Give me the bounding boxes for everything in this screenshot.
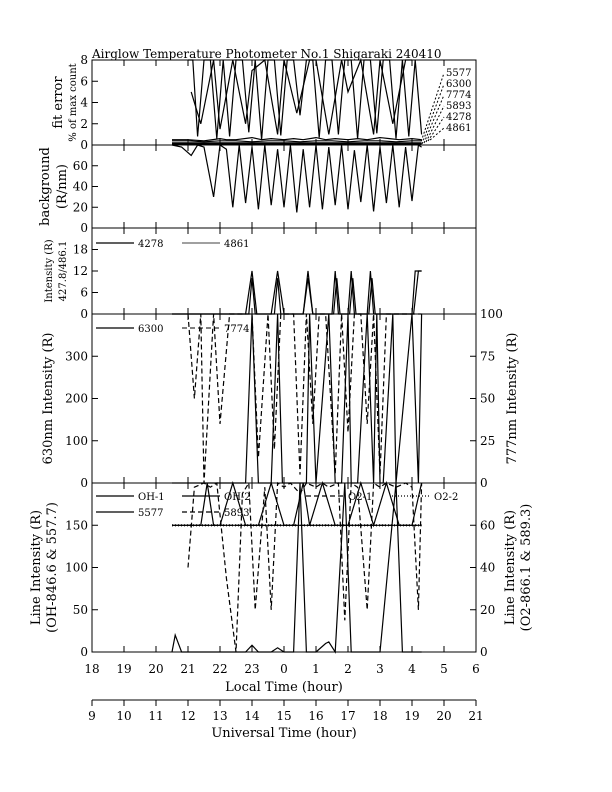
y-tick-label: 60 bbox=[72, 158, 88, 173]
legend-label-6300: 6300 bbox=[446, 79, 472, 90]
line-intensity-ylabel-2: (OH-846.6 & 557.7) bbox=[45, 502, 60, 633]
y-tick-label-right: 100 bbox=[480, 307, 503, 321]
y-tick-label: 100 bbox=[65, 560, 88, 575]
ut-tick-label: 20 bbox=[436, 709, 452, 723]
x-axes bbox=[84, 662, 483, 741]
y-tick-label: 18 bbox=[72, 242, 88, 257]
y-tick-label: 2 bbox=[80, 116, 88, 131]
fit-error-series-5577 bbox=[172, 138, 422, 141]
background-ylabel-2: (R/nm) bbox=[55, 163, 70, 210]
y-tick-label-right: 60 bbox=[480, 518, 496, 533]
y-tick-label: 20 bbox=[72, 200, 88, 215]
legend-leader bbox=[426, 106, 444, 142]
ut-tick-label: 10 bbox=[116, 709, 132, 723]
legend-label-4278: 4278 bbox=[446, 112, 472, 123]
ut-tick-label: 11 bbox=[148, 709, 164, 723]
local-time-tick-label: 4 bbox=[408, 662, 416, 676]
y-tick-label: 0 bbox=[80, 645, 88, 659]
local-time-xlabel: Local Time (hour) bbox=[225, 680, 343, 695]
red-green-series-6300 bbox=[172, 314, 422, 483]
fit-error-ylabel-2: % of max count bbox=[68, 63, 79, 142]
intensity-blue-series-4278 bbox=[172, 271, 422, 314]
background-panel bbox=[92, 145, 476, 228]
fit-error-ylabel: fit error bbox=[51, 76, 66, 129]
y-tick-label: 0 bbox=[80, 221, 88, 235]
y-tick-label: 100 bbox=[65, 433, 88, 448]
ut-tick-label: 19 bbox=[404, 709, 420, 723]
ut-tick-label: 21 bbox=[468, 709, 484, 723]
y-tick-label: 8 bbox=[80, 53, 88, 67]
y-tick-label-right: 0 bbox=[480, 476, 488, 490]
ut-tick-label: 18 bbox=[372, 709, 388, 723]
local-time-tick-label: 3 bbox=[376, 662, 384, 676]
y-tick-label: 0 bbox=[80, 138, 88, 152]
y-tick-label-right: 40 bbox=[480, 560, 496, 575]
local-time-tick-label: 22 bbox=[212, 662, 228, 676]
legend-label-4278: 4278 bbox=[138, 239, 164, 250]
legend-leader bbox=[422, 84, 444, 144]
y-tick-label-right: 20 bbox=[480, 602, 496, 617]
y-tick-label: 150 bbox=[65, 518, 88, 533]
local-time-tick-label: 23 bbox=[244, 662, 260, 676]
y-tick-label: 6 bbox=[80, 285, 88, 300]
intensity-blue-ylabel-2: 427.8/486.1 bbox=[58, 240, 69, 302]
panels bbox=[29, 53, 534, 659]
local-time-tick-label: 18 bbox=[84, 662, 100, 676]
background-ylabel: background bbox=[38, 147, 53, 226]
local-time-tick-label: 6 bbox=[472, 662, 480, 676]
legend-label-OH-1: OH-1 bbox=[138, 492, 165, 503]
local-time-tick-label: 2 bbox=[344, 662, 352, 676]
ut-tick-label: 15 bbox=[276, 709, 292, 723]
legend-label-5893: 5893 bbox=[446, 101, 472, 112]
y-tick-label-right: 50 bbox=[480, 391, 496, 406]
local-time-tick-label: 0 bbox=[280, 662, 288, 676]
y-tick-label-right: 0 bbox=[480, 645, 488, 659]
legend-label-7774: 7774 bbox=[446, 90, 472, 101]
local-time-tick-label: 5 bbox=[440, 662, 448, 676]
y-tick-label-right: 25 bbox=[480, 433, 496, 448]
y-tick-label: 6 bbox=[80, 74, 88, 89]
legend-leader bbox=[420, 73, 444, 145]
y-tick-label: 40 bbox=[72, 179, 88, 194]
line-intensity-ylabel-right: Line Intensity (R) bbox=[503, 509, 518, 626]
legend-label-OH-2: OH-2 bbox=[224, 492, 251, 503]
line-intensity-ylabel: Line Intensity (R) bbox=[29, 509, 44, 626]
y-tick-label: 200 bbox=[65, 391, 88, 406]
background-series bbox=[172, 145, 422, 212]
fit-error-series-5893 bbox=[172, 141, 422, 142]
ut-tick-label: 9 bbox=[88, 709, 96, 723]
red-green-series-7774 bbox=[188, 314, 422, 483]
legend-label-7774: 7774 bbox=[224, 324, 250, 335]
legend-label-5577: 5577 bbox=[138, 508, 164, 519]
ut-tick-label: 16 bbox=[308, 709, 324, 723]
local-time-tick-label: 20 bbox=[148, 662, 164, 676]
legend-label-4861: 4861 bbox=[224, 239, 250, 250]
chart-title: Airglow Temperature Photometer No.1 Shigaraki 240410 bbox=[92, 47, 442, 61]
legend-label-O2-2: O2-2 bbox=[434, 492, 459, 503]
ut-tick-label: 17 bbox=[340, 709, 356, 723]
red-ylabel: 630nm Intensity (R) bbox=[41, 332, 56, 465]
y-tick-label: 50 bbox=[72, 602, 88, 617]
local-time-tick-label: 19 bbox=[116, 662, 132, 676]
y-tick-label: 12 bbox=[72, 264, 88, 278]
y-tick-label: 300 bbox=[65, 349, 88, 364]
local-time-tick-label: 1 bbox=[312, 662, 320, 676]
green-ylabel: 777nm Intensity (R) bbox=[505, 332, 520, 465]
ut-tick-label: 14 bbox=[244, 709, 260, 723]
legend-label-6300: 6300 bbox=[138, 324, 164, 335]
line-intensity-ylabel-right-2: (O2-866.1 & 589.3) bbox=[519, 503, 534, 632]
y-tick-label: 0 bbox=[80, 307, 88, 321]
legend-label-5893: 5893 bbox=[224, 508, 250, 519]
local-time-tick-label: 21 bbox=[180, 662, 196, 676]
fit-error-series-6300 bbox=[188, 60, 422, 140]
y-tick-label: 4 bbox=[80, 95, 88, 110]
legend-label-O2-1: O2-1 bbox=[348, 492, 373, 503]
ut-tick-label: 13 bbox=[212, 709, 228, 723]
ut-xlabel: Universal Time (hour) bbox=[211, 726, 357, 741]
intensity-blue-series-4861 bbox=[172, 271, 422, 314]
line-intensity-series-OH-1 bbox=[172, 483, 422, 652]
legend-label-5577: 5577 bbox=[446, 68, 472, 79]
y-tick-label: 0 bbox=[80, 476, 88, 490]
intensity-blue-ylabel: Intensity (R) bbox=[44, 239, 55, 303]
ut-tick-label: 12 bbox=[180, 709, 196, 723]
y-tick-label-right: 75 bbox=[480, 349, 496, 364]
legend-label-4861: 4861 bbox=[446, 123, 472, 134]
